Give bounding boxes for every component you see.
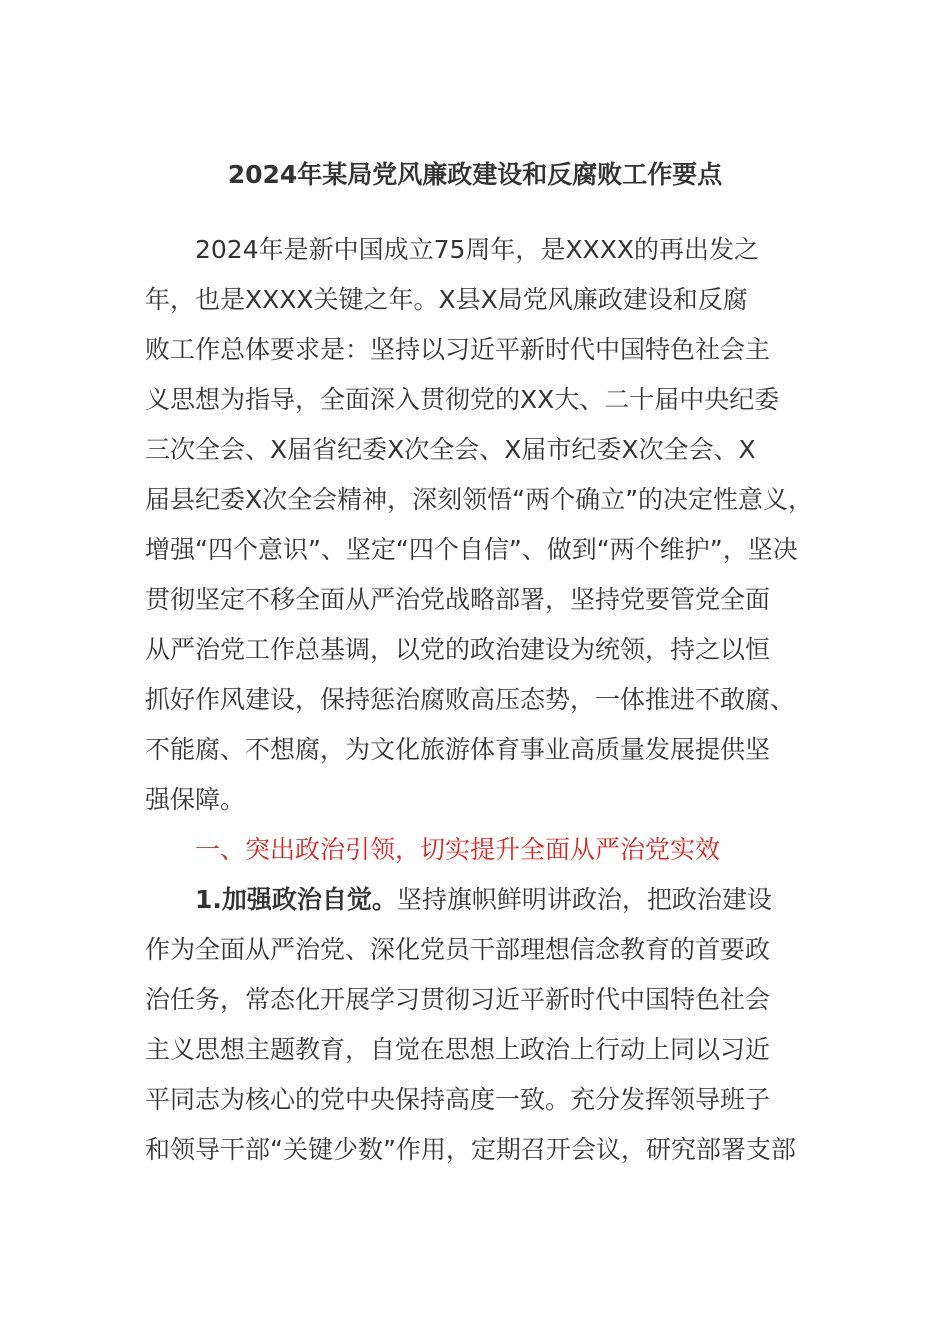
paragraph-line: 败工作总体要求是：坚持以习近平新时代中国特色社会主 — [145, 335, 771, 364]
paragraph-line: 抓好作风建设，保持惩治腐败高压态势，一体推进不敢腐、 — [145, 685, 796, 714]
paragraph-line: 贯彻坚定不移全面从严治党战略部署，坚持党要管党全面 — [145, 585, 771, 614]
item-first-line-text: 坚持旗帜鲜明讲政治，把政治建设 — [396, 885, 772, 914]
paragraph-line: 治任务，常态化开展学习贯彻习近平新时代中国特色社会 — [145, 985, 771, 1014]
paragraph-line: 届县纪委X次全会精神，深刻领悟“两个确立”的决定性意义， — [145, 485, 814, 514]
paragraph-line: 平同志为核心的党中央保持高度一致。充分发挥领导班子 — [145, 1085, 771, 1114]
item-first-line — [195, 880, 772, 920]
paragraph-line: 2024年是新中国成立75周年，是XXXX的再出发之 — [195, 235, 759, 264]
paragraph-line: 作为全面从严治党、深化党员干部理想信念教育的首要政 — [145, 935, 771, 964]
paragraph-line: 增强“四个意识”、坚定“四个自信”、做到“两个维护”，坚决 — [145, 535, 798, 564]
paragraph-line: 不能腐、不想腐，为文化旅游体育事业高质量发展提供坚 — [145, 735, 771, 764]
paragraph-line: 三次全会、X届省纪委X次全会、X届市纪委X次全会、X — [145, 435, 756, 464]
paragraph-line: 义思想为指导，全面深入贯彻党的XX大、二十届中央纪委 — [145, 385, 780, 414]
paragraph-line: 从严治党工作总基调，以党的政治建设为统领，持之以恒 — [145, 635, 771, 664]
paragraph-line: 年，也是XXXX关键之年。X县X局党风廉政建设和反腐 — [145, 285, 748, 314]
document-title: 2024年某局党风廉政建设和反腐败工作要点 — [227, 160, 723, 189]
paragraph-line: 和领导干部“关键少数”作用，定期召开会议，研究部署支部 — [145, 1135, 796, 1164]
paragraph-line: 主义思想主题教育，自觉在思想上政治上行动上同以习近 — [145, 1035, 771, 1064]
item-heading: 1.加强政治自觉。 — [195, 885, 397, 914]
paragraph-line: 强保障。 — [145, 785, 246, 814]
section-heading: 一、突出政治引领，切实提升全面从严治党实效 — [195, 835, 721, 864]
